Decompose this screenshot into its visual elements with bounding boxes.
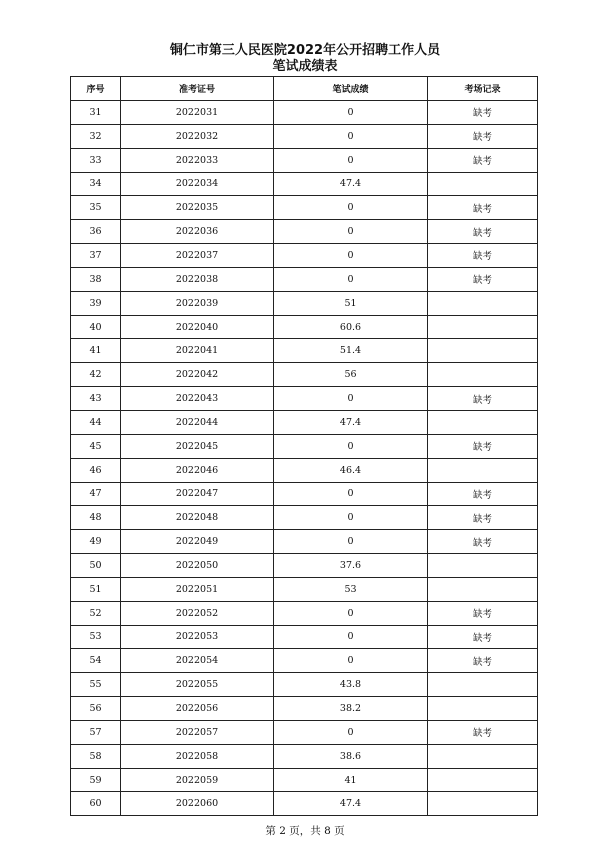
cell-number: 56 — [71, 697, 121, 721]
cell-score: 41 — [274, 768, 428, 792]
table-row — [71, 172, 538, 196]
table-row — [71, 124, 538, 148]
cell-record — [428, 315, 538, 339]
cell-number: 47 — [71, 482, 121, 506]
cell-number: 45 — [71, 434, 121, 458]
cell-number: 42 — [71, 363, 121, 387]
cell-record — [428, 458, 538, 482]
cell-number: 34 — [71, 172, 121, 196]
table-row — [71, 530, 538, 554]
table-row — [71, 101, 538, 125]
table-row — [71, 244, 538, 268]
cell-number: 44 — [71, 410, 121, 434]
cell-exam-id: 2022051 — [121, 577, 274, 601]
cell-record: 缺考 — [428, 506, 538, 530]
table-row — [71, 434, 538, 458]
cell-score: 46.4 — [274, 458, 428, 482]
cell-score: 43.8 — [274, 673, 428, 697]
cell-exam-id: 2022037 — [121, 244, 274, 268]
table-row — [71, 601, 538, 625]
cell-score: 0 — [274, 601, 428, 625]
cell-number: 31 — [71, 101, 121, 125]
table-row — [71, 148, 538, 172]
document-title: 铜仁市第三人民医院2022年公开招聘工作人员 — [169, 43, 441, 58]
cell-exam-id: 2022060 — [121, 792, 274, 816]
cell-exam-id: 2022034 — [121, 172, 274, 196]
scores-table — [70, 76, 538, 816]
table-row — [71, 387, 538, 411]
cell-number: 58 — [71, 744, 121, 768]
cell-number: 40 — [71, 315, 121, 339]
cell-exam-id: 2022041 — [121, 339, 274, 363]
cell-exam-id: 2022033 — [121, 148, 274, 172]
cell-score: 0 — [274, 530, 428, 554]
cell-number: 54 — [71, 649, 121, 673]
cell-number: 51 — [71, 577, 121, 601]
cell-exam-id: 2022038 — [121, 267, 274, 291]
table-row — [71, 577, 538, 601]
cell-number: 50 — [71, 554, 121, 578]
cell-record — [428, 410, 538, 434]
cell-record — [428, 768, 538, 792]
cell-number: 39 — [71, 291, 121, 315]
cell-score: 0 — [274, 101, 428, 125]
page-footer: 第 2 页，共 8 页 — [265, 825, 345, 837]
table-row — [71, 291, 538, 315]
table-row — [71, 768, 538, 792]
cell-record: 缺考 — [428, 482, 538, 506]
cell-score: 0 — [274, 148, 428, 172]
cell-exam-id: 2022039 — [121, 291, 274, 315]
cell-exam-id: 2022045 — [121, 434, 274, 458]
cell-number: 48 — [71, 506, 121, 530]
cell-record: 缺考 — [428, 601, 538, 625]
table-row — [71, 220, 538, 244]
table-row — [71, 410, 538, 434]
cell-score: 47.4 — [274, 172, 428, 196]
cell-exam-id: 2022054 — [121, 649, 274, 673]
cell-exam-id: 2022043 — [121, 387, 274, 411]
cell-number: 32 — [71, 124, 121, 148]
cell-exam-id: 2022042 — [121, 363, 274, 387]
cell-score: 0 — [274, 244, 428, 268]
cell-number: 33 — [71, 148, 121, 172]
cell-number: 37 — [71, 244, 121, 268]
cell-score: 0 — [274, 220, 428, 244]
cell-record — [428, 291, 538, 315]
cell-number: 55 — [71, 673, 121, 697]
table-row — [71, 506, 538, 530]
cell-exam-id: 2022057 — [121, 720, 274, 744]
cell-exam-id: 2022058 — [121, 744, 274, 768]
cell-exam-id: 2022046 — [121, 458, 274, 482]
cell-number: 46 — [71, 458, 121, 482]
cell-exam-id: 2022055 — [121, 673, 274, 697]
cell-number: 52 — [71, 601, 121, 625]
table-row — [71, 625, 538, 649]
cell-record: 缺考 — [428, 625, 538, 649]
cell-exam-id: 2022050 — [121, 554, 274, 578]
cell-record — [428, 744, 538, 768]
cell-number: 59 — [71, 768, 121, 792]
cell-record: 缺考 — [428, 220, 538, 244]
cell-exam-id: 2022052 — [121, 601, 274, 625]
cell-record — [428, 697, 538, 721]
cell-record: 缺考 — [428, 434, 538, 458]
cell-score: 38.2 — [274, 697, 428, 721]
cell-record: 缺考 — [428, 244, 538, 268]
document-subtitle: 笔试成绩表 — [272, 59, 338, 74]
cell-record — [428, 577, 538, 601]
cell-number: 49 — [71, 530, 121, 554]
cell-record: 缺考 — [428, 196, 538, 220]
cell-score: 37.6 — [274, 554, 428, 578]
cell-score: 0 — [274, 649, 428, 673]
cell-score: 0 — [274, 720, 428, 744]
cell-number: 43 — [71, 387, 121, 411]
table-row — [71, 267, 538, 291]
cell-number: 38 — [71, 267, 121, 291]
cell-exam-id: 2022035 — [121, 196, 274, 220]
header-score: 笔试成绩 — [274, 77, 428, 101]
cell-score: 0 — [274, 506, 428, 530]
cell-exam-id: 2022036 — [121, 220, 274, 244]
cell-exam-id: 2022053 — [121, 625, 274, 649]
cell-score: 0 — [274, 482, 428, 506]
table-row — [71, 363, 538, 387]
cell-exam-id: 2022040 — [121, 315, 274, 339]
cell-record: 缺考 — [428, 720, 538, 744]
cell-record — [428, 363, 538, 387]
cell-record: 缺考 — [428, 101, 538, 125]
cell-number: 57 — [71, 720, 121, 744]
cell-score: 38.6 — [274, 744, 428, 768]
cell-score: 53 — [274, 577, 428, 601]
cell-score: 47.4 — [274, 410, 428, 434]
cell-exam-id: 2022047 — [121, 482, 274, 506]
table-row — [71, 339, 538, 363]
cell-record: 缺考 — [428, 267, 538, 291]
cell-number: 41 — [71, 339, 121, 363]
cell-record: 缺考 — [428, 148, 538, 172]
cell-record — [428, 792, 538, 816]
cell-record: 缺考 — [428, 124, 538, 148]
cell-record — [428, 673, 538, 697]
table-row — [71, 720, 538, 744]
cell-exam-id: 2022049 — [121, 530, 274, 554]
table-row — [71, 792, 538, 816]
table-row — [71, 554, 538, 578]
cell-score: 51.4 — [274, 339, 428, 363]
cell-exam-id: 2022056 — [121, 697, 274, 721]
cell-record — [428, 172, 538, 196]
cell-record: 缺考 — [428, 387, 538, 411]
cell-score: 0 — [274, 387, 428, 411]
table-row — [71, 744, 538, 768]
cell-number: 60 — [71, 792, 121, 816]
table-row — [71, 196, 538, 220]
table-row — [71, 458, 538, 482]
table-row — [71, 315, 538, 339]
table-row — [71, 649, 538, 673]
cell-number: 35 — [71, 196, 121, 220]
cell-record — [428, 554, 538, 578]
header-record: 考场记录 — [428, 77, 538, 101]
cell-score: 0 — [274, 267, 428, 291]
cell-score: 0 — [274, 625, 428, 649]
cell-record: 缺考 — [428, 649, 538, 673]
cell-number: 36 — [71, 220, 121, 244]
table-row — [71, 673, 538, 697]
cell-number: 53 — [71, 625, 121, 649]
cell-score: 0 — [274, 434, 428, 458]
cell-exam-id: 2022059 — [121, 768, 274, 792]
cell-exam-id: 2022032 — [121, 124, 274, 148]
cell-score: 0 — [274, 196, 428, 220]
table-row — [71, 697, 538, 721]
cell-score: 56 — [274, 363, 428, 387]
cell-score: 47.4 — [274, 792, 428, 816]
table-header-row — [71, 77, 538, 101]
header-number: 序号 — [71, 77, 121, 101]
cell-score: 51 — [274, 291, 428, 315]
cell-exam-id: 2022048 — [121, 506, 274, 530]
cell-exam-id: 2022031 — [121, 101, 274, 125]
cell-exam-id: 2022044 — [121, 410, 274, 434]
cell-score: 0 — [274, 124, 428, 148]
cell-score: 60.6 — [274, 315, 428, 339]
cell-record — [428, 339, 538, 363]
cell-record: 缺考 — [428, 530, 538, 554]
header-exam-id: 准考证号 — [121, 77, 274, 101]
table-row — [71, 482, 538, 506]
